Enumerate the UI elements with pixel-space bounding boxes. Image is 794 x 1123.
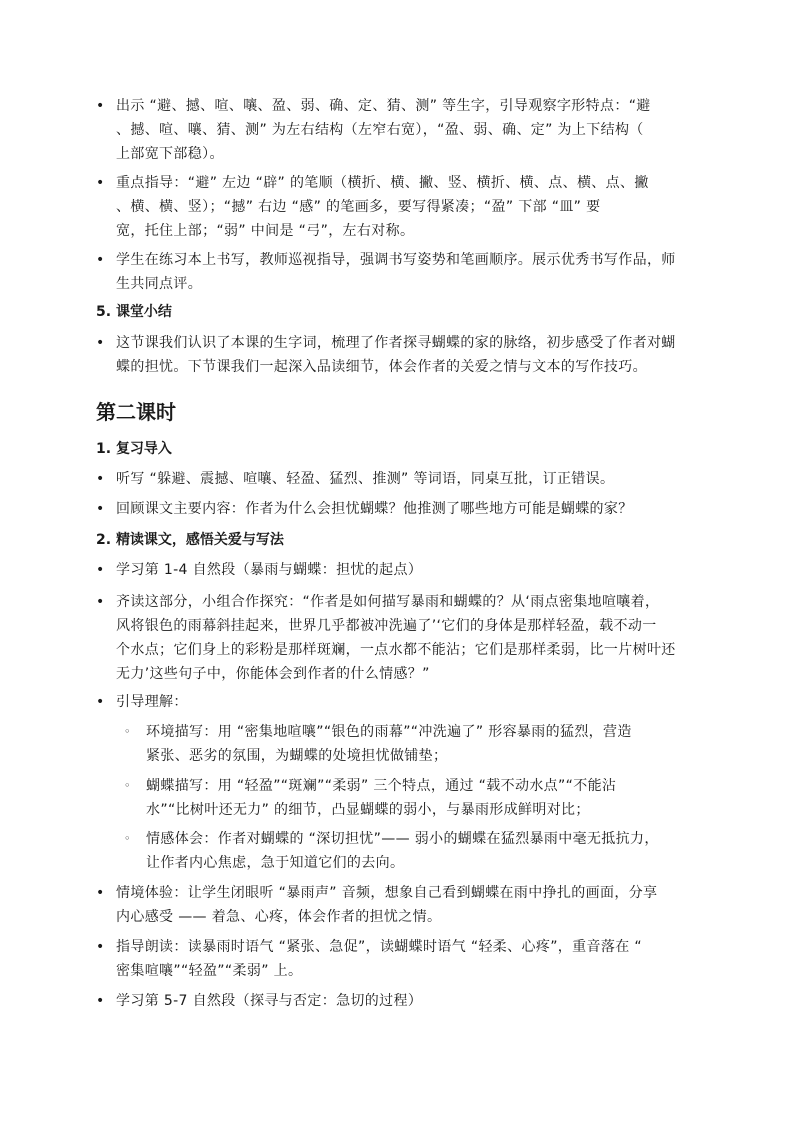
text-line: 让作者内心焦虑，急于知道它们的去向。 [146, 855, 405, 871]
bullet-marker: • [96, 335, 105, 351]
text-line: 个水点；它们身上的彩粉是那样斑斓，一点水都不能沾；它们是那样柔弱，比一片树叶还 [116, 642, 676, 658]
bullet-marker: • [96, 98, 105, 114]
text-line: 无力’这些句子中，你能体会到作者的什么情感？” [116, 666, 430, 682]
text-line: 听写 “躲避、震撼、喧嚷、轻盈、猛烈、推测” 等词语，同桌互批，订正错误。 [116, 471, 615, 487]
text-line: 水”“比树叶还无力” 的细节，凸显蝴蝶的弱小，与暴雨形成鲜明对比； [146, 802, 590, 818]
text-line: 密集喧嚷”“轻盈”“柔弱” 上。 [116, 963, 303, 979]
bullet-marker: • [96, 885, 105, 901]
numbered-heading [96, 300, 172, 324]
bullet-marker: • [96, 993, 105, 1009]
text-line: 学习第 5-7 自然段（探寻与否定：急切的过程） [116, 993, 423, 1009]
sub-bullet-marker: ◦ [124, 725, 131, 738]
text-line: 蝶的担忧。下节课我们一起深入品读细节，体会作者的关爱之情与文本的写作技巧。 [116, 359, 647, 375]
text-line: 出示 “避、撼、喧、嚷、盈、弱、确、定、猜、测” 等生字，引导观察字形特点：“避 [116, 98, 651, 114]
bullet-marker: • [96, 562, 105, 578]
text-line: 上部宽下部稳）。 [116, 146, 224, 162]
heading-text: 复习导入 [115, 441, 172, 457]
section-heading: 第二课时 [96, 400, 176, 424]
text-line: 指导朗读：读暴雨时语气 “紧张、急促”，读蝴蝶时语气 “轻柔、心疼”，重音落在 “ [116, 939, 642, 955]
text-line: 宽，托住上部；“弱” 中间是 “弓”，左右对称。 [116, 223, 415, 239]
sub-bullet-marker: ◦ [124, 832, 131, 845]
heading-text: 课堂小结 [115, 304, 172, 320]
text-line: 生共同点评。 [116, 276, 203, 292]
text-line: 环境描写：用 “密集地喧嚷”“银色的雨幕”“冲洗遍了” 形容暴雨的猛烈，营造 [146, 724, 632, 740]
heading-number: 1. [96, 441, 112, 457]
bullet-marker: • [96, 939, 105, 955]
text-line: 学习第 1-4 自然段（暴雨与蝴蝶：担忧的起点） [116, 562, 423, 578]
text-line: 紧张、恶劣的氛围，为蝴蝶的处境担忧做铺垫； [146, 748, 448, 764]
bullet-marker: • [96, 501, 105, 517]
text-line: 内心感受 —— 着急、心疼，体会作者的担忧之情。 [116, 909, 442, 925]
sub-bullet-marker: ◦ [124, 779, 131, 792]
bullet-marker: • [96, 252, 105, 268]
text-line: 重点指导：“避” 左边 “辟” 的笔顺（横折、横、撇、竖、横折、横、点、横、点、撇 [116, 175, 649, 191]
text-line: 情境体验：让学生闭眼听 “暴雨声” 音频，想象自己看到蝴蝶在雨中挣扎的画面，分享 [116, 885, 658, 901]
numbered-heading [96, 528, 284, 552]
text-line: 蝴蝶描写：用 “轻盈”“斑斓”“柔弱” 三个特点，通过 “载不动水点”“不能沾 [146, 778, 617, 794]
text-line: 齐读这部分，小组合作探究：“作者是如何描写暴雨和蝴蝶的？从‘雨点密集地喧嚷着， [116, 594, 660, 610]
bullet-marker: • [96, 594, 105, 610]
numbered-heading [96, 437, 172, 461]
text-line: 、横、横、竖）；“撼” 右边 “感” 的笔画多，要写得紧凑；“盈” 下部 “皿” 要 [116, 199, 601, 215]
text-line: 情感体会：作者对蝴蝶的 “深切担忧”—— 弱小的蝴蝶在猛烈暴雨中毫无抵抗力， [146, 831, 659, 847]
heading-text: 精读课文，感悟关爱与写法 [115, 532, 284, 548]
text-line: 回顾课文主要内容：作者为什么会担忧蝴蝶？他推测了哪些地方可能是蝴蝶的家？ [116, 501, 633, 517]
text-line: 引导理解： [116, 694, 188, 710]
bullet-marker: • [96, 471, 105, 487]
text-line: 学生在练习本上书写，教师巡视指导，强调书写姿势和笔画顺序。展示优秀书写作品，师 [116, 252, 676, 268]
heading-number: 5. [96, 304, 112, 320]
bullet-marker: • [96, 694, 105, 710]
text-line: 、撼、喧、嚷、猜、测” 为左右结构（左窄右宽），“盈、弱、确、定” 为上下结构（ [116, 122, 644, 138]
text-line: 风将银色的雨幕斜挂起来，世界几乎都被冲洗遍了’‘它们的身体是那样轻盈，载不动一 [116, 618, 657, 634]
text-line: 这节课我们认识了本课的生字词，梳理了作者探寻蝴蝶的家的脉络，初步感受了作者对蝴 [116, 335, 676, 351]
bullet-marker: • [96, 175, 105, 191]
heading-number: 2. [96, 532, 112, 548]
